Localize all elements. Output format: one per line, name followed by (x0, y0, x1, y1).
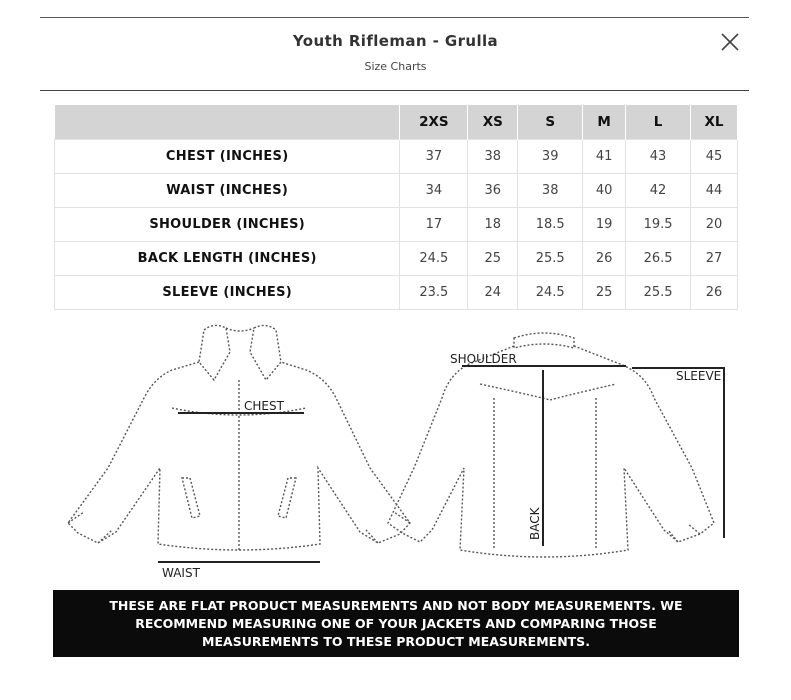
table-row (55, 174, 738, 208)
table-cell: 45 (691, 140, 738, 174)
table-cell: 18.5 (518, 208, 583, 242)
header-cell-size: 2XS (400, 105, 468, 140)
table-cell: 24.5 (518, 276, 583, 310)
header-cell-label (55, 105, 400, 140)
table-cell: 36 (468, 174, 518, 208)
table-cell: 20 (691, 208, 738, 242)
table-cell: 26 (583, 242, 626, 276)
table-cell: 26 (691, 276, 738, 310)
back-length-label: BACK (528, 507, 542, 540)
table-cell: 24 (468, 276, 518, 310)
shoulder-label: SHOULDER (450, 352, 517, 366)
header-cell-size: XS (468, 105, 518, 140)
table-row (55, 140, 738, 174)
table-cell: 42 (626, 174, 691, 208)
top-divider (40, 17, 749, 18)
table-cell: 44 (691, 174, 738, 208)
table-cell: 25 (468, 242, 518, 276)
table-cell: 38 (468, 140, 518, 174)
table-cell: 24.5 (400, 242, 468, 276)
table-cell: 25.5 (626, 276, 691, 310)
row-label: SHOULDER (INCHES) (55, 208, 400, 242)
table-cell: 19 (583, 208, 626, 242)
measurement-notice-banner (53, 590, 739, 657)
table-cell: 25 (583, 276, 626, 310)
table-row (55, 276, 738, 310)
modal-title: Youth Rifleman - Grulla (292, 32, 499, 50)
jacket-measurement-diagram (54, 318, 738, 583)
header-cell-size: S (518, 105, 583, 140)
front-jacket-illustration (68, 325, 410, 550)
table-cell: 25.5 (518, 242, 583, 276)
table-cell: 23.5 (400, 276, 468, 310)
close-icon (718, 30, 742, 54)
waist-label: WAIST (162, 566, 200, 580)
header-cell-size: XL (691, 105, 738, 140)
header-divider (40, 90, 749, 91)
row-label: SLEEVE (INCHES) (55, 276, 400, 310)
table-cell: 41 (583, 140, 626, 174)
chest-label: CHEST (244, 399, 284, 413)
table-row (55, 242, 738, 276)
header-cell-size: L (626, 105, 691, 140)
table-cell: 40 (583, 174, 626, 208)
row-label: WAIST (INCHES) (55, 174, 400, 208)
row-label: CHEST (INCHES) (55, 140, 400, 174)
table-cell: 37 (400, 140, 468, 174)
sleeve-label: SLEEVE (676, 369, 722, 383)
row-label: BACK LENGTH (INCHES) (55, 242, 400, 276)
table-cell: 27 (691, 242, 738, 276)
header-cell-size: M (583, 105, 626, 140)
notice-text: THESE ARE FLAT PRODUCT MEASUREMENTS AND NOT BODY MEASUREMENTS. WE RECOMMEND MEASURING ONE OF YOUR JACKETS AND COMPARING THOSE MEASUREMENTS TO THESE PRODUCT MEASUREMENTS. (109, 597, 683, 649)
table-cell: 17 (400, 208, 468, 242)
back-measure-lines (450, 352, 724, 546)
modal-subtitle: Size Charts (364, 60, 427, 73)
table-cell: 43 (626, 140, 691, 174)
table-cell: 34 (400, 174, 468, 208)
table-header-row (55, 105, 738, 140)
table-cell: 19.5 (626, 208, 691, 242)
table-cell: 18 (468, 208, 518, 242)
close-button[interactable] (718, 30, 742, 54)
table-cell: 39 (518, 140, 583, 174)
table-row (55, 208, 738, 242)
size-chart-table (54, 105, 738, 310)
table-cell: 38 (518, 174, 583, 208)
table-cell: 26.5 (626, 242, 691, 276)
